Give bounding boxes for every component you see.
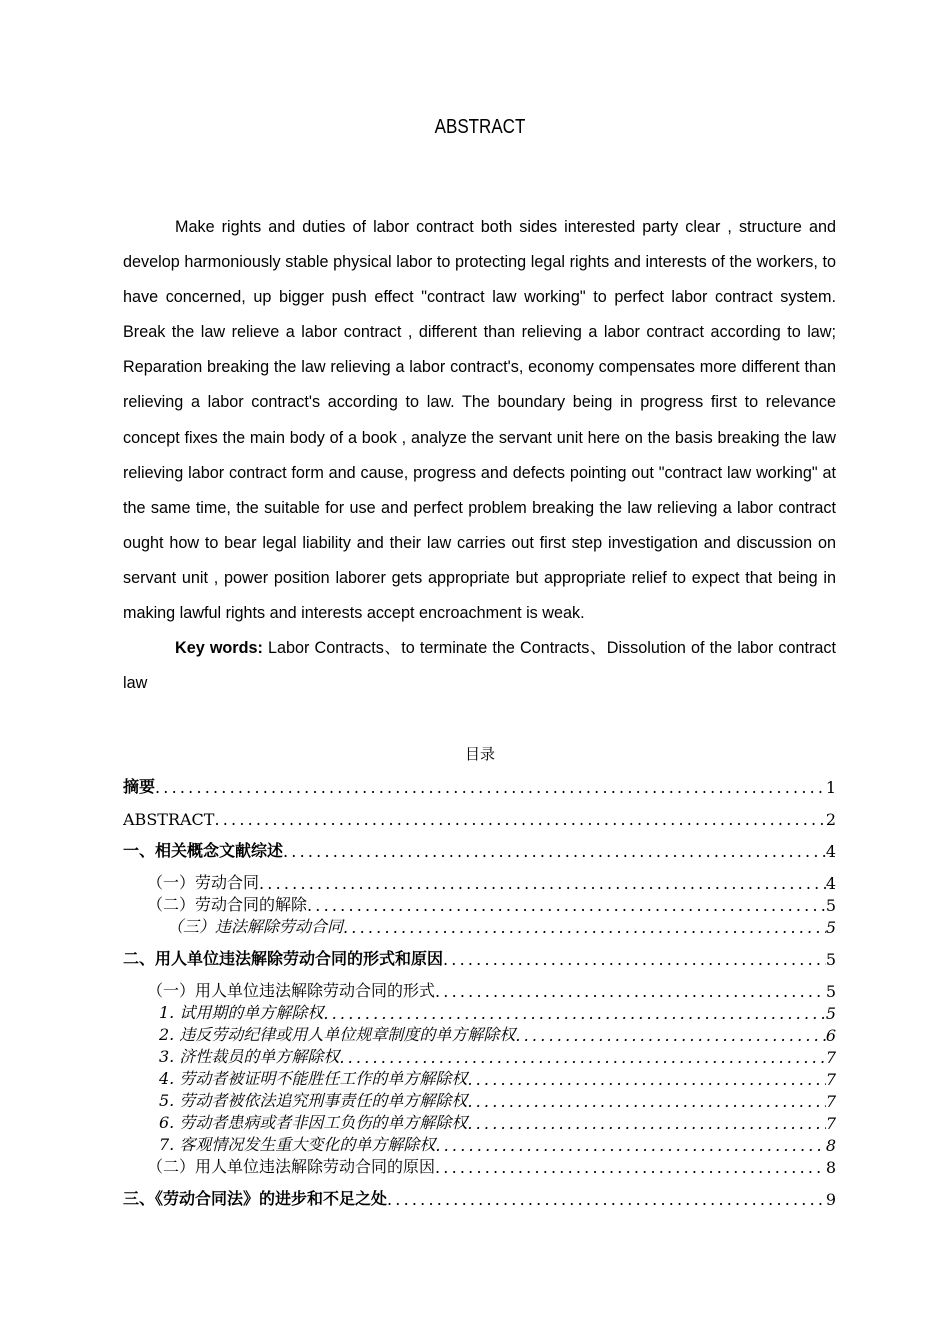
toc-leader xyxy=(387,1190,826,1209)
toc-entry-2-1-3[interactable] xyxy=(123,1045,836,1067)
toc-page: 2 xyxy=(825,810,836,829)
toc-label: 三、《劳动合同法》的进步和不足之处 xyxy=(123,1189,388,1208)
toc-label: 4. 劳动者被证明不能胜任工作的单方解除权 xyxy=(159,1069,468,1088)
toc-label: 摘要 xyxy=(123,777,156,796)
toc-label: 3. 济性裁员的单方解除权 xyxy=(159,1047,340,1066)
toc-entry-section-2[interactable] xyxy=(123,947,836,969)
toc-page: 4 xyxy=(825,874,836,893)
toc-entry-2-1-4[interactable] xyxy=(123,1067,836,1089)
toc-page: 9 xyxy=(825,1190,836,1209)
toc-leader xyxy=(467,1114,825,1133)
toc-entry-section-3[interactable] xyxy=(123,1187,836,1209)
toc-leader xyxy=(343,918,826,937)
keywords-line xyxy=(123,631,836,701)
toc-page: 5 xyxy=(825,1004,836,1023)
toc-page: 1 xyxy=(825,778,836,797)
toc-entry-abstract-en[interactable] xyxy=(123,807,836,829)
keywords-text: Labor Contracts、to terminate the Contracts、Dissolution of the labor contract law xyxy=(123,639,836,693)
toc-entry-2-1-6[interactable] xyxy=(123,1111,836,1133)
abstract-paragraph: Make rights and duties of labor contract both sides interested party clear , structure and develop harmoniously stable physical labor to protecting legal rights and interests of the workers, to have concerned, up bigger push effect "contract law working" to perfect labor contract system. Break the law relieve a labor contract , different than relieving a labor contract according to law; Reparation breaking the law relieving a labor contract's, economy compensates more different than relieving a labor contract's according to law. The boundary being in progress first to relevance concept fixes the main body of a book , analyze the servant unit here on the basis breaking the law relieving labor contract form and cause, progress and defects pointing out "contract law working" at the same time, the suitable for use and perfect problem breaking the law relieving a labor contract ought how to bear legal liability and their law carries out first step investigation and discussion on servant unit , power position laborer gets appropriate but appropriate relief to expect that being in making lawful rights and interests accept encroachment is weak. xyxy=(123,218,836,623)
toc-entry-2-2[interactable] xyxy=(123,1155,836,1177)
toc-page: 8 xyxy=(825,1158,836,1177)
toc-entry-section-1[interactable] xyxy=(123,839,836,861)
toc-entry-abstract-cn[interactable] xyxy=(123,775,836,797)
toc-label: ABSTRACT xyxy=(123,810,215,829)
toc-label: （二）用人单位违法解除劳动合同的原因 xyxy=(147,1157,436,1176)
toc-entry-1-1[interactable] xyxy=(123,871,836,893)
toc-page: 7 xyxy=(825,1070,836,1089)
toc-leader xyxy=(435,982,826,1001)
toc-label: （一）劳动合同 xyxy=(147,873,260,892)
toc-entry-1-2[interactable] xyxy=(123,893,836,915)
toc-page: 7 xyxy=(825,1114,836,1133)
toc-title: 目录 xyxy=(464,745,495,763)
toc-page: 7 xyxy=(825,1092,836,1111)
abstract-body xyxy=(123,210,836,701)
toc-label: 2. 违反劳动纪律或用人单位规章制度的单方解除权 xyxy=(159,1025,516,1044)
toc-page: 5 xyxy=(825,950,836,969)
toc-label: （三）违法解除劳动合同 xyxy=(167,917,344,936)
toc-leader xyxy=(467,1070,825,1089)
toc-leader xyxy=(259,874,826,893)
toc-page: 5 xyxy=(825,918,836,937)
toc-entry-1-3[interactable] xyxy=(123,915,836,937)
toc-page: 8 xyxy=(825,1136,836,1155)
toc-entry-2-1-5[interactable] xyxy=(123,1089,836,1111)
toc-page: 5 xyxy=(825,982,836,1001)
toc-leader xyxy=(283,842,826,861)
toc-leader xyxy=(435,1136,825,1155)
toc-page: 7 xyxy=(825,1048,836,1067)
toc-label: 7. 客观情况发生重大变化的单方解除权 xyxy=(159,1135,436,1154)
toc-label: 5. 劳动者被依法追究刑事责任的单方解除权 xyxy=(159,1091,468,1110)
toc-entry-2-1[interactable] xyxy=(123,979,836,1001)
toc-leader xyxy=(467,1092,825,1111)
toc-leader xyxy=(214,810,825,829)
toc-leader xyxy=(323,1004,825,1023)
toc-label: 一、相关概念文献综述 xyxy=(123,841,284,860)
keywords-label: Key words: xyxy=(175,639,263,658)
toc-page: 5 xyxy=(825,896,836,915)
toc-page: 6 xyxy=(825,1026,836,1045)
toc-label: 6. 劳动者患病或者非因工负伤的单方解除权 xyxy=(159,1113,468,1132)
toc-label: 二、用人单位违法解除劳动合同的形式和原因 xyxy=(123,949,444,968)
toc-leader xyxy=(339,1048,825,1067)
toc-leader xyxy=(435,1158,826,1177)
toc-label: （一）用人单位违法解除劳动合同的形式 xyxy=(147,981,436,1000)
toc-entry-2-1-1[interactable] xyxy=(123,1001,836,1023)
toc-entry-2-1-7[interactable] xyxy=(123,1133,836,1155)
toc-leader xyxy=(307,896,826,915)
abstract-title: ABSTRACT xyxy=(434,116,526,138)
toc-entry-2-1-2[interactable] xyxy=(123,1023,836,1045)
toc-label: （二）劳动合同的解除 xyxy=(147,895,308,914)
toc-label: 1. 试用期的单方解除权 xyxy=(159,1003,324,1022)
toc-leader xyxy=(515,1026,825,1045)
toc-leader xyxy=(155,778,826,797)
toc-page: 4 xyxy=(825,842,836,861)
toc-leader xyxy=(443,950,826,969)
